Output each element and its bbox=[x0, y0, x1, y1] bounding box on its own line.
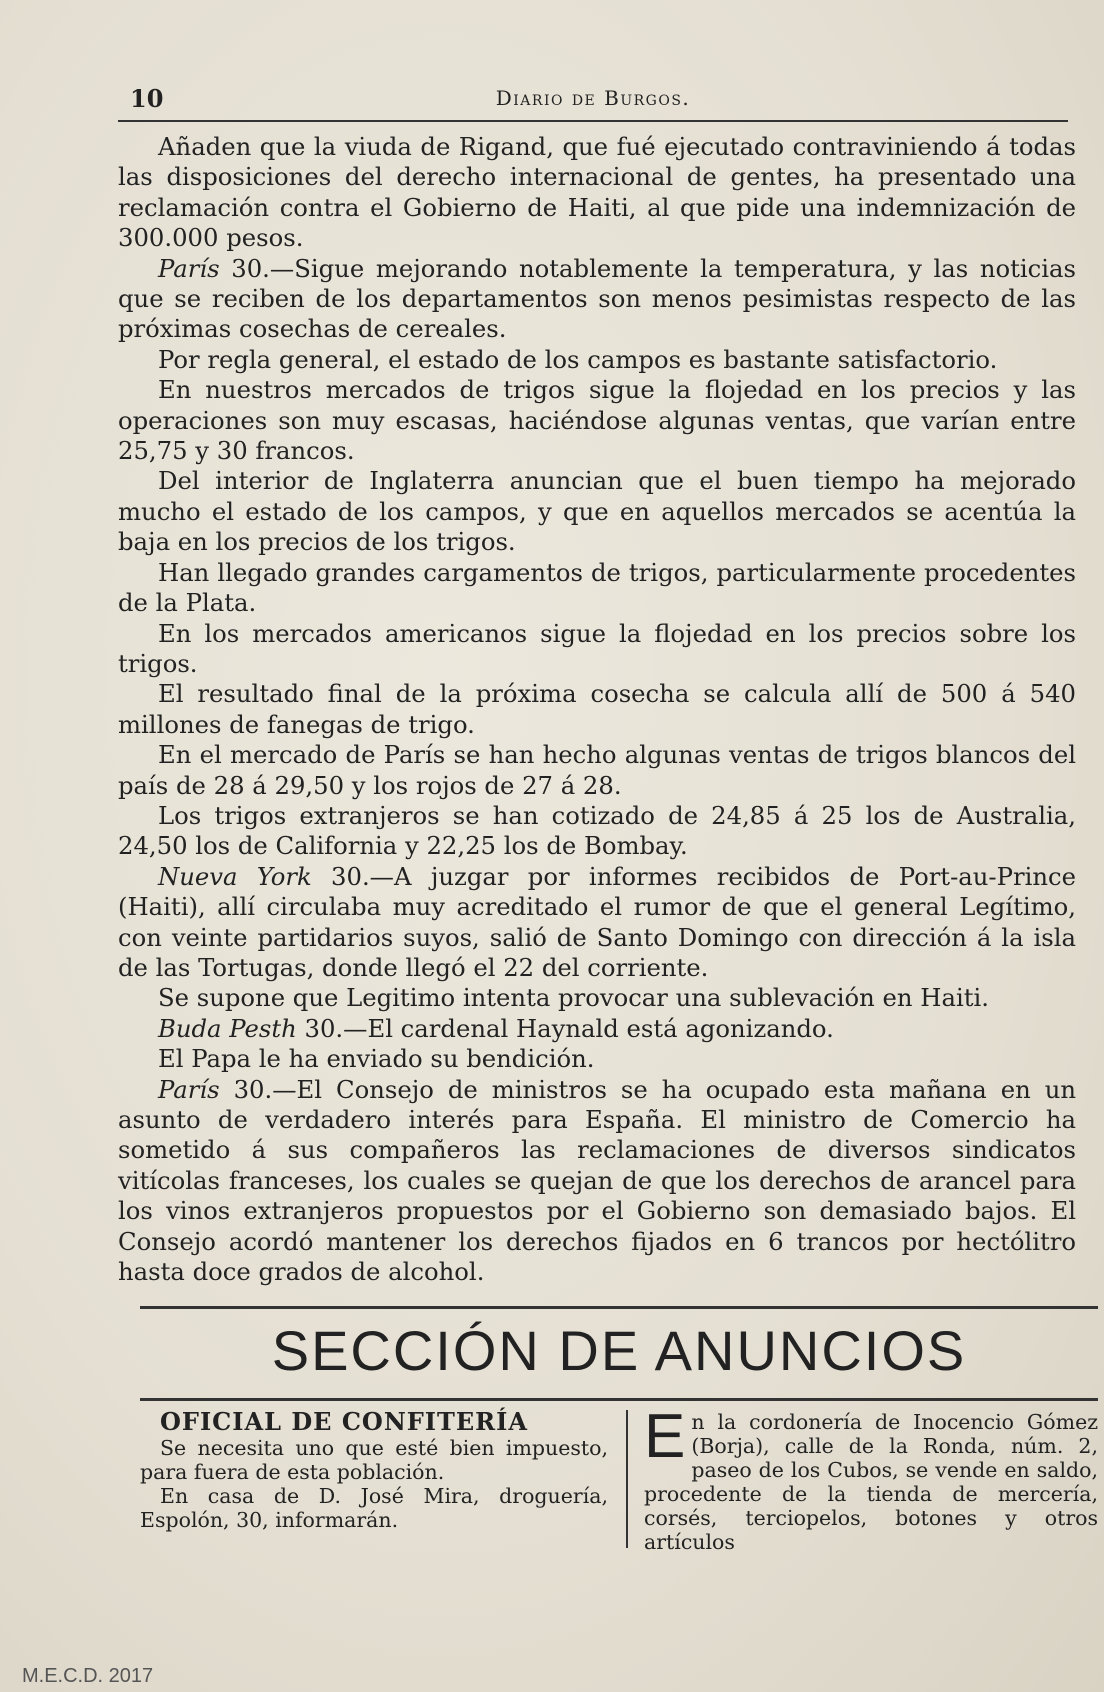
news-paragraph bbox=[118, 375, 1076, 466]
paragraph-text: Han llegado grandes cargamentos de trigos, particularmente procedentes de la Plata. bbox=[118, 557, 1076, 618]
paragraph-text: Del interior de Inglaterra anuncian que el buen tiempo ha mejorado mucho el estado de los campos, y que en aquellos mercados se acentúa la baja en los precios de los trigos. bbox=[118, 466, 1076, 557]
news-paragraph bbox=[118, 345, 1076, 375]
ad-heading: OFICIAL DE CONFITERÍA bbox=[160, 1407, 528, 1436]
news-paragraph bbox=[118, 558, 1076, 619]
paragraph-text: 30.—El Consejo de ministros se ha ocupado esta mañana en un asunto de verdadero interés para España. El ministro de Comercio ha sometido á sus compañeros las reclamaciones de diversos sindicatos vitícolas franceses, los cuales se quejan de que los derechos de arancel para los vinos extranjeros propuestos por el Gobierno son demasiado bajos. El Consejo acordó mantener los derechos fijados en 6 trancos por hectólitro hasta doce grados de alcohol. bbox=[118, 1074, 1076, 1287]
ad-line: En casa de D. José Mira, droguería, Espolón, 30, informarán. bbox=[140, 1484, 608, 1532]
news-paragraph bbox=[118, 801, 1076, 862]
news-paragraph bbox=[118, 679, 1076, 740]
dateline: París bbox=[158, 253, 220, 283]
news-paragraph bbox=[118, 862, 1076, 984]
news-paragraph bbox=[118, 1075, 1076, 1288]
news-paragraph bbox=[118, 1044, 1076, 1074]
news-paragraph bbox=[118, 1014, 1076, 1044]
running-title: Diario de Burgos. bbox=[495, 86, 691, 110]
section-divider-bottom bbox=[140, 1398, 1098, 1401]
column-divider bbox=[626, 1410, 628, 1548]
paragraph-text: Los trigos extranjeros se han cotizado de 24,85 á 25 los de Australia, 24,50 los de California y 22,25 los de Bombay. bbox=[118, 800, 1076, 861]
paragraph-text: En los mercados americanos sigue la flojedad en los precios sobre los trigos. bbox=[118, 618, 1076, 678]
watermark: M.E.C.D. 2017 bbox=[22, 1665, 154, 1687]
news-paragraph bbox=[118, 619, 1076, 680]
paragraph-text: El resultado final de la próxima cosecha se calcula allí de 500 á 540 millones de fanegas de trigo. bbox=[118, 679, 1076, 739]
ad-text: n la cordonería de Inocencio Gómez (Borja), calle de la Ronda, núm. 2, paseo de los Cubos, se vende en saldo, procedente de la tienda de mercería, corsés, terciopelos, botones y otros artículos bbox=[644, 1410, 1098, 1554]
paragraph-text: 30.—Sigue mejorando notablemente la temperatura, y las noticias que se reciben de los departamentos son menos pesimistas respecto de las próximas cosechas de cereales. bbox=[118, 253, 1076, 344]
paragraph-text: 30.—El cardenal Haynald está agonizando. bbox=[296, 1013, 834, 1043]
news-paragraph bbox=[118, 983, 1076, 1013]
ad-cordoneria bbox=[644, 1402, 1098, 1554]
news-paragraph bbox=[118, 254, 1076, 345]
paragraph-text: 30.—A juzgar por informes recibidos de Port-au-Prince (Haiti), allí circulaba muy acreditado el rumor de que el general Legítimo, con veinte partidarios suyos, salió de Santo Domingo con dirección á la isla de las Tortugas, donde llegó el 22 del corriente. bbox=[118, 861, 1076, 982]
paragraph-text: Añaden que la viuda de Rigand, que fué ejecutado contraviniendo á todas las disposiciones del derecho internacional de gentes, ha presentado una reclamación contra el Gobierno de Haiti, al que pide una indemnización de 300.000 pesos. bbox=[118, 132, 1076, 253]
news-paragraph bbox=[118, 740, 1076, 801]
drop-cap: E bbox=[644, 1402, 686, 1471]
paragraph-text: En nuestros mercados de trigos sigue la flojedad en los precios y las operaciones son muy escasas, haciéndose algunas ventas, que varían entre 25,75 y 30 francos. bbox=[118, 375, 1076, 466]
section-title: SECCIÓN DE ANUNCIOS bbox=[271, 1319, 967, 1382]
paragraph-text: Por regla general, el estado de los campos es bastante satisfactorio. bbox=[158, 344, 998, 374]
page-header bbox=[118, 80, 1068, 122]
ad-line: Se necesita uno que esté bien impuesto, para fuera de esta población. bbox=[140, 1436, 608, 1484]
dateline: París bbox=[158, 1074, 220, 1104]
dateline: Nueva York bbox=[158, 861, 312, 891]
news-paragraph bbox=[118, 466, 1076, 557]
page-number: 10 bbox=[130, 84, 164, 113]
paragraph-text: En el mercado de París se han hecho algunas ventas de trigos blancos del país de 28 á 29,50 y los rojos de 27 á 28. bbox=[118, 740, 1076, 800]
ad-confiteria bbox=[140, 1407, 608, 1532]
news-column bbox=[118, 132, 1076, 1287]
classified-ads bbox=[140, 1402, 1098, 1554]
news-paragraph bbox=[118, 132, 1076, 254]
paragraph-text: Se supone que Legitimo intenta provocar una sublevación en Haiti. bbox=[158, 983, 989, 1013]
paragraph-text: El Papa le ha enviado su bendición. bbox=[158, 1044, 595, 1074]
dateline: Buda Pesth bbox=[158, 1013, 297, 1043]
section-divider-top bbox=[140, 1306, 1098, 1309]
